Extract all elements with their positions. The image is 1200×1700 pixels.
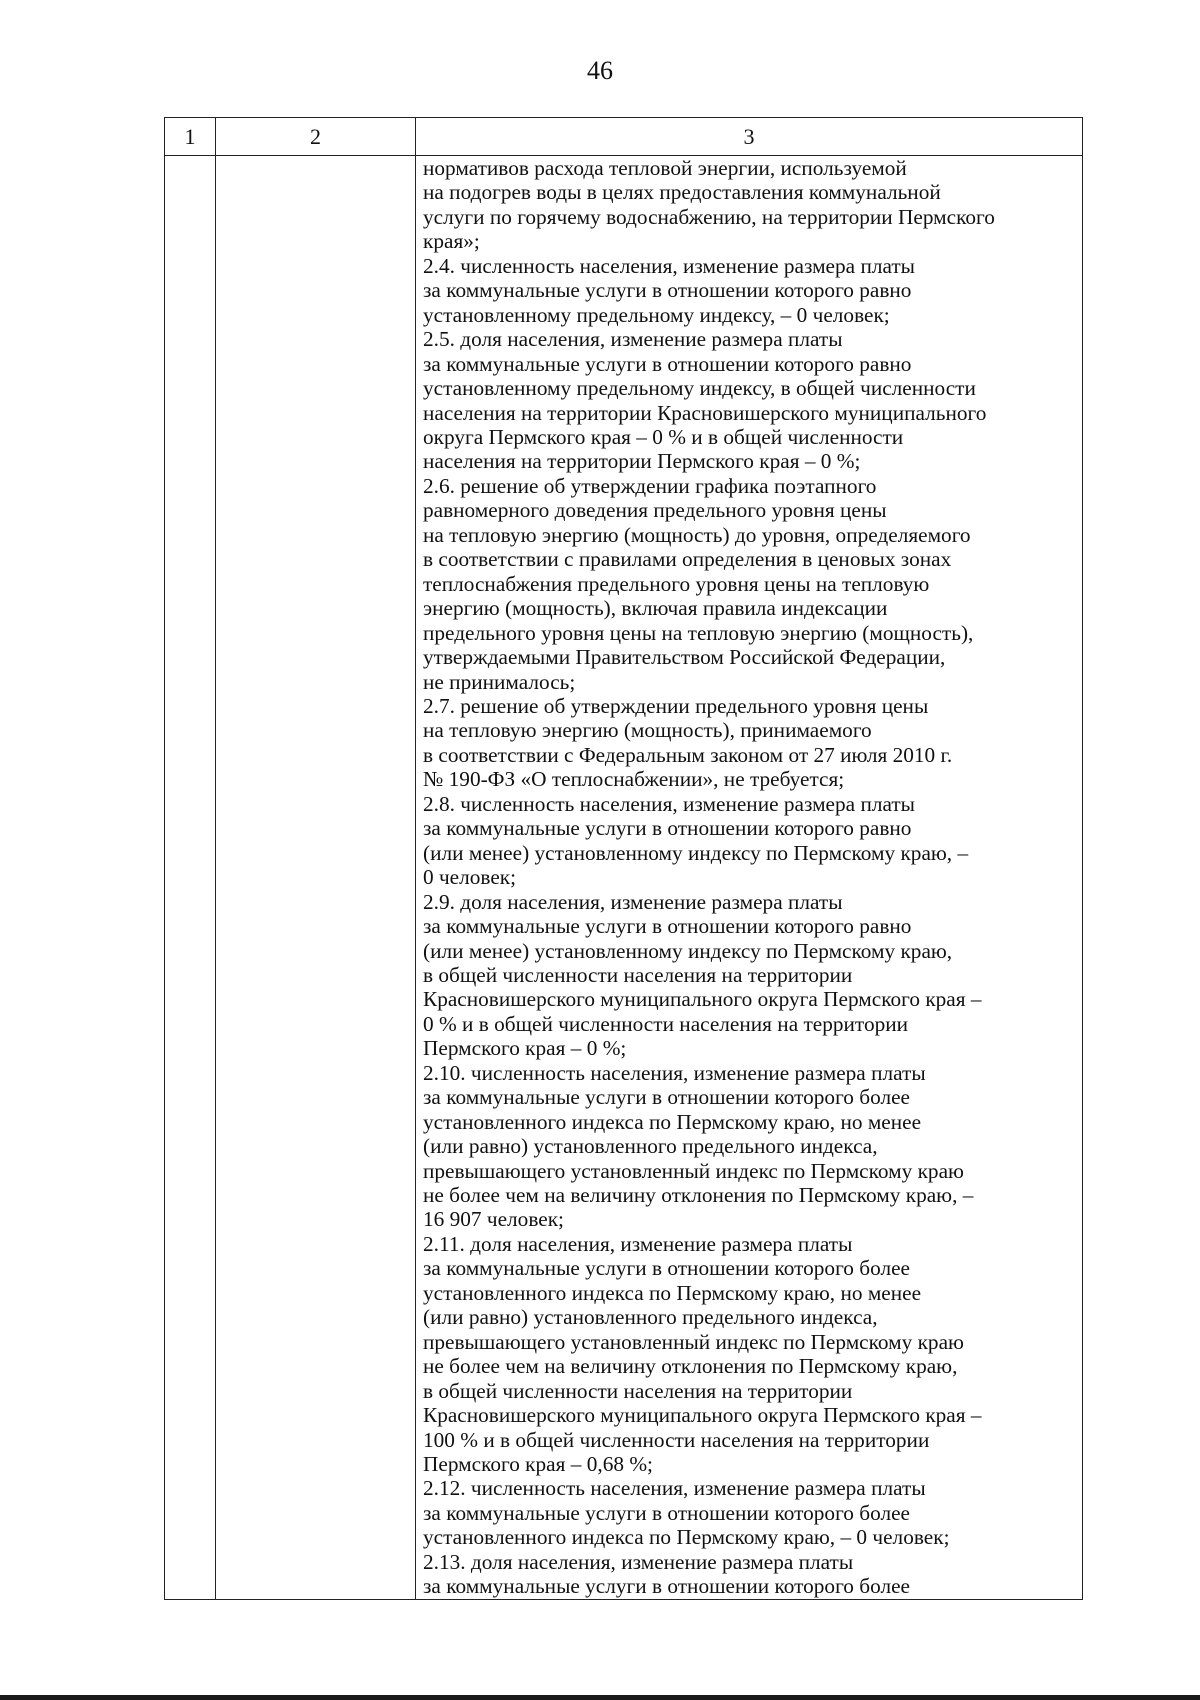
text-line: энергию (мощность), включая правила индексации	[423, 596, 888, 621]
text-line: в соответствии с правилами определения в ценовых зонах	[423, 547, 952, 572]
text-line: предельного уровня цены на тепловую энергию (мощность),	[423, 620, 974, 645]
text-line: на подогрев воды в целях предоставления коммунальной	[423, 180, 941, 205]
text-line: (или менее) установленному индексу по Пермскому краю,	[423, 938, 953, 963]
text-line: утверждаемыми Правительством Российской Федерации,	[423, 645, 946, 670]
text-line: равномерного доведения предельного уровня цены	[423, 498, 887, 523]
text-line: за коммунальные услуги в отношении которого более	[423, 1574, 910, 1599]
text-line: Пермского края – 0,68 %;	[423, 1452, 653, 1477]
text-line: за коммунальные услуги в отношении которого равно	[423, 351, 912, 376]
text-line: превышающего установленный индекс по Пермскому краю	[423, 1158, 964, 1183]
text-line: за коммунальные услуги в отношении которого более	[423, 1085, 910, 1110]
text-line: нормативов расхода тепловой энергии, используемой	[423, 156, 907, 180]
cell-text-block	[423, 156, 1082, 1599]
text-line: 2.5. доля населения, изменение размера платы	[423, 327, 843, 352]
text-line: края»;	[423, 229, 480, 254]
text-line: установленного индекса по Пермскому краю, – 0 человек;	[423, 1525, 950, 1550]
text-line: 2.13. доля населения, изменение размера платы	[423, 1549, 854, 1574]
text-line: превышающего установленный индекс по Пермскому краю	[423, 1329, 964, 1354]
text-line: Красновишерского муниципального округа Пермского края –	[423, 1403, 982, 1428]
text-line: не более чем на величину отклонения по Пермскому краю, –	[423, 1183, 974, 1208]
text-line: за коммунальные услуги в отношении которого равно	[423, 278, 912, 303]
text-line: услуги по горячему водоснабжению, на территории Пермского	[423, 204, 995, 229]
table-cell-col-1	[165, 156, 216, 1600]
text-line: 2.7. решение об утверждении предельного уровня цены	[423, 693, 929, 718]
document-table	[164, 117, 1083, 1600]
table-row	[165, 156, 1083, 1600]
table-header-col-1: 1	[165, 118, 216, 156]
text-line: в общей численности населения на территории	[423, 1378, 853, 1403]
text-line: Пермского края – 0 %;	[423, 1036, 627, 1061]
text-line: округа Пермского края – 0 % и в общей численности	[423, 424, 904, 449]
text-line: в соответствии с Федеральным законом от 27 июля 2010 г.	[423, 742, 953, 767]
text-line: на тепловую энергию (мощность), принимаемого	[423, 718, 872, 743]
text-line: за коммунальные услуги в отношении которого равно	[423, 914, 912, 939]
text-line: за коммунальные услуги в отношении которого более	[423, 1256, 910, 1281]
text-line: теплоснабжения предельного уровня цены на тепловую	[423, 571, 930, 596]
text-line: установленному предельному индексу, – 0 человек;	[423, 302, 890, 327]
text-line: 2.4. численность населения, изменение размера платы	[423, 253, 915, 278]
text-line: 2.11. доля населения, изменение размера платы	[423, 1231, 853, 1256]
table-header-col-3: 3	[416, 118, 1083, 156]
text-line: (или равно) установленного предельного индекса,	[423, 1305, 878, 1330]
text-line: за коммунальные услуги в отношении которого более	[423, 1500, 910, 1525]
table-header-row	[165, 118, 1083, 156]
text-line: установленному предельному индексу, в общей численности	[423, 376, 976, 401]
text-line: 2.12. численность населения, изменение размера платы	[423, 1476, 926, 1501]
text-line: 2.8. численность населения, изменение размера платы	[423, 791, 915, 816]
text-line: 16 907 человек;	[423, 1207, 564, 1232]
text-line: населения на территории Пермского края – 0 %;	[423, 449, 861, 474]
table-header-col-2: 2	[216, 118, 416, 156]
text-line: 2.6. решение об утверждении графика поэтапного	[423, 473, 877, 498]
text-line: на тепловую энергию (мощность) до уровня, определяемого	[423, 522, 971, 547]
text-line: (или менее) установленному индексу по Пермскому краю, –	[423, 840, 969, 865]
text-line: 2.9. доля населения, изменение размера платы	[423, 889, 843, 914]
text-line: не более чем на величину отклонения по Пермскому краю,	[423, 1354, 958, 1379]
text-line: в общей численности населения на территории	[423, 962, 853, 987]
text-line: (или равно) установленного предельного индекса,	[423, 1134, 878, 1159]
text-line: 2.10. численность населения, изменение размера платы	[423, 1060, 926, 1085]
page-number: 46	[587, 56, 613, 85]
text-line: 0 % и в общей численности населения на территории	[423, 1011, 909, 1036]
text-line: населения на территории Красновишерского муниципального	[423, 400, 987, 425]
text-line: за коммунальные услуги в отношении которого равно	[423, 816, 912, 841]
text-line: установленного индекса по Пермскому краю, но менее	[423, 1280, 922, 1305]
text-line: 100 % и в общей численности населения на территории	[423, 1427, 930, 1452]
table-cell-col-3	[416, 156, 1083, 1600]
table-cell-col-2	[216, 156, 416, 1600]
text-line: не принималось;	[423, 669, 576, 694]
text-line: № 190-ФЗ «О теплоснабжении», не требуется;	[423, 767, 845, 792]
text-line: Красновишерского муниципального округа Пермского края –	[423, 987, 982, 1012]
text-line: 0 человек;	[423, 865, 517, 890]
scan-bottom-edge	[0, 1695, 1200, 1700]
text-line: установленного индекса по Пермскому краю, но менее	[423, 1109, 922, 1134]
